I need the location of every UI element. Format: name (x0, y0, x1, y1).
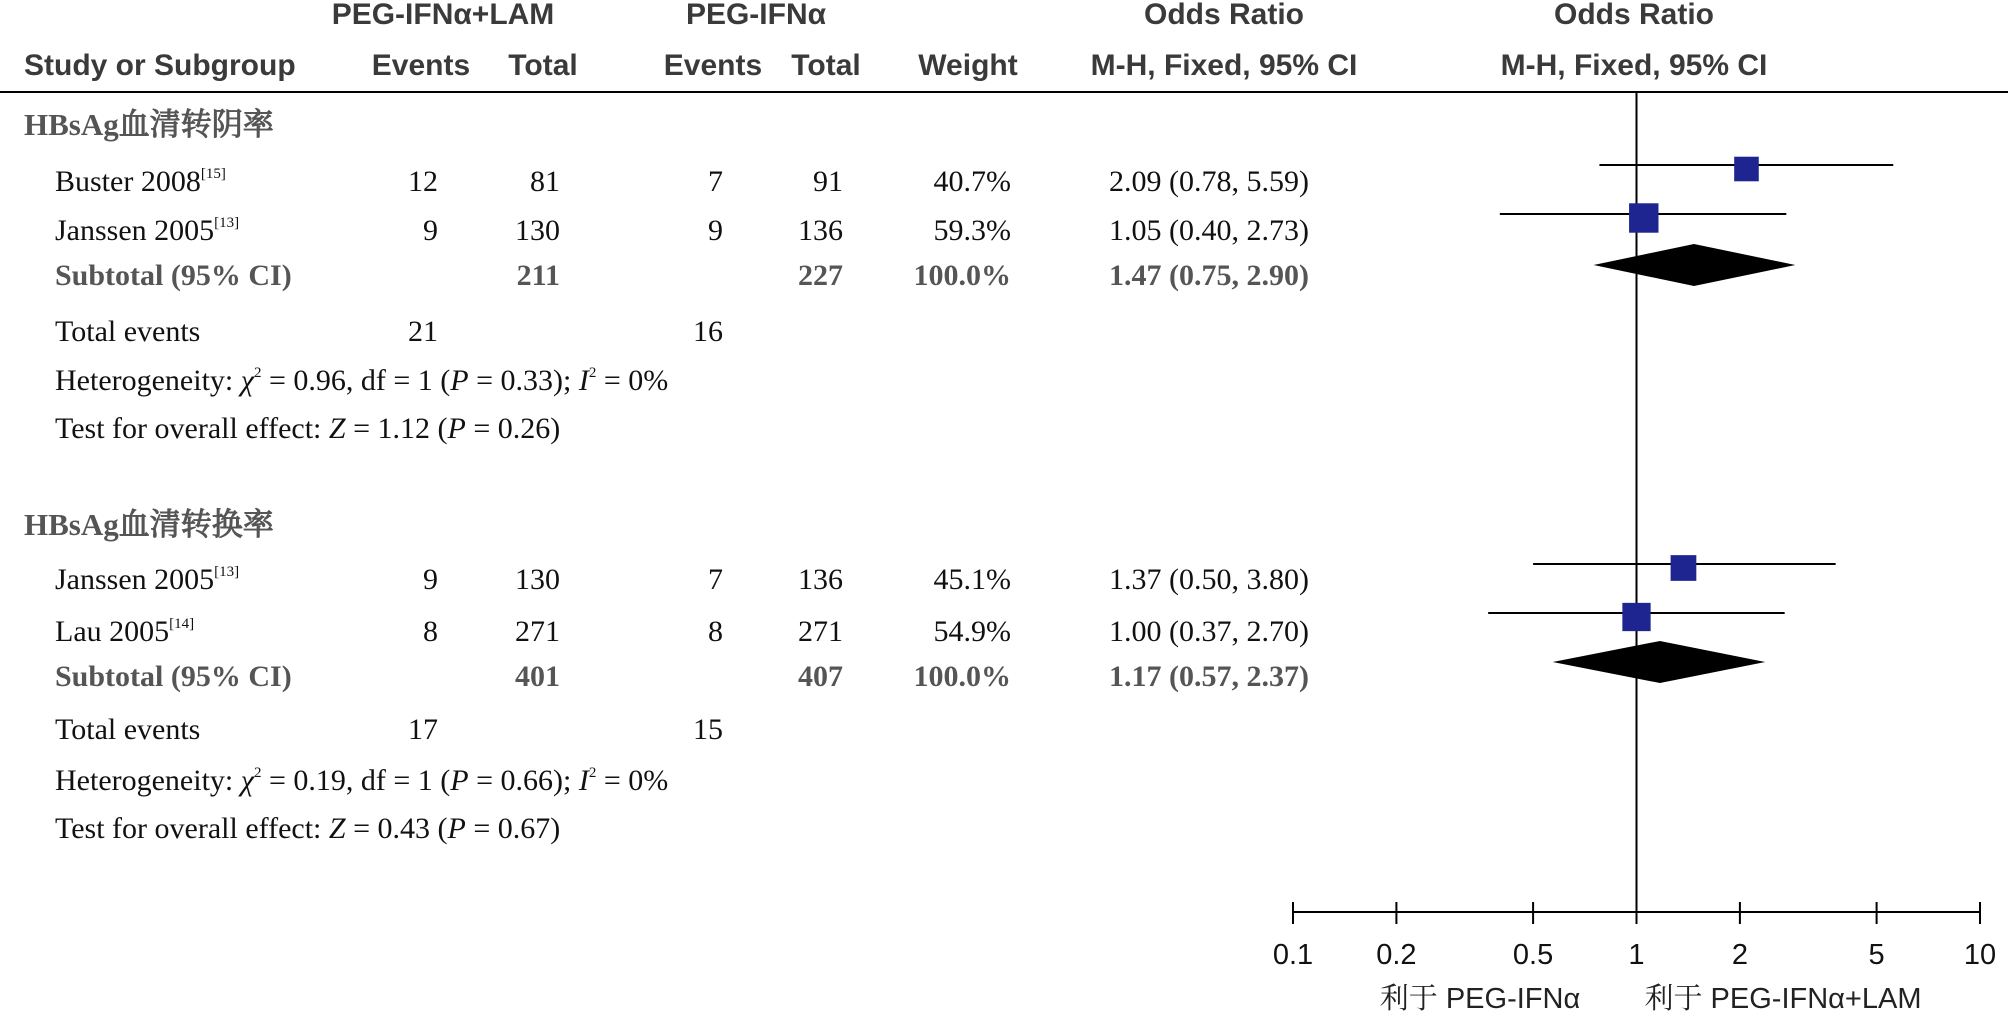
x-axis-tick-label: 0.1 (1272, 939, 1314, 971)
x-axis-tick-label: 2 (1731, 939, 1748, 971)
header-or-plot-title: Odds Ratio (1553, 0, 1715, 31)
header-study: Study or Subgroup (24, 49, 296, 82)
group-title-1: HBsAg血清转阴率 (24, 107, 274, 142)
subtotal-weight: 100.0% (913, 259, 1011, 292)
cell-or: 1.05 (0.40, 2.73) (1109, 214, 1309, 247)
x-axis-tick-label: 5 (1868, 939, 1885, 971)
cell-ctrl-events: 9 (708, 214, 723, 247)
cell-exp-total: 130 (515, 214, 560, 247)
cell-exp-events: 9 (423, 563, 438, 596)
header-ctrl-group: PEG-IFNα (685, 0, 827, 31)
study-marker (1622, 603, 1650, 631)
favours-right-label: 利于 PEG-IFNα+LAM (1644, 983, 1922, 1013)
total-events-ctrl: 15 (693, 713, 723, 746)
cell-ctrl-total: 136 (798, 563, 843, 596)
study-marker (1734, 157, 1759, 182)
study-marker (1671, 555, 1697, 581)
subtotal-label: Subtotal (95% CI) (55, 660, 292, 693)
subtotal-weight: 100.0% (913, 660, 1011, 693)
subtotal-exp-total: 401 (515, 660, 560, 693)
study-marker (1629, 203, 1658, 232)
x-axis-tick-label: 0.2 (1376, 939, 1417, 971)
total-events-label: Total events (55, 713, 201, 746)
header-exp-events: Events (371, 49, 471, 82)
overall-effect-text: Test for overall effect: Z = 0.43 (P = 0.67) (55, 812, 561, 845)
overall-effect-text: Test for overall effect: Z = 1.12 (P = 0.26) (55, 412, 561, 445)
header-ctrl-events: Events (663, 49, 763, 82)
cell-or: 1.37 (0.50, 3.80) (1109, 563, 1309, 596)
x-axis-tick-label: 10 (1963, 939, 1997, 971)
subtotal-or: 1.47 (0.75, 2.90) (1109, 259, 1309, 292)
cell-exp-total: 81 (530, 165, 560, 198)
forest-marks (1488, 157, 1893, 683)
subtotal-diamond (1594, 244, 1796, 286)
cell-exp-events: 12 (408, 165, 438, 198)
x-axis-tick-label: 1 (1628, 939, 1645, 971)
study-name: Janssen 2005[13] (55, 214, 240, 247)
cell-ctrl-total: 136 (798, 214, 843, 247)
subtotal-or: 1.17 (0.57, 2.37) (1109, 660, 1309, 693)
cell-exp-events: 9 (423, 214, 438, 247)
total-events-label: Total events (55, 315, 201, 348)
x-axis-tick-label: 0.5 (1512, 939, 1554, 971)
x-axis (1273, 902, 1996, 971)
subtotal-label: Subtotal (95% CI) (55, 259, 292, 292)
cell-or: 1.00 (0.37, 2.70) (1109, 615, 1309, 648)
subtotal-diamond (1553, 641, 1766, 683)
cell-weight: 40.7% (933, 165, 1011, 198)
header-exp-total: Total (508, 49, 578, 82)
subtotal-ctrl-total: 407 (798, 660, 843, 693)
cell-exp-events: 8 (423, 615, 438, 648)
cell-ctrl-events: 7 (708, 165, 723, 198)
group-title-2: HBsAg血清转换率 (24, 507, 274, 542)
cell-ctrl-events: 7 (708, 563, 723, 596)
header-or-title: Odds Ratio (1143, 0, 1305, 31)
heterogeneity-text: Heterogeneity: $\chi^2 = 0.19$, df = 1 (P = 0.66); $I^2 = 0\%$ (55, 764, 669, 797)
cell-weight: 45.1% (933, 563, 1011, 596)
favours-left-label: 利于 PEG-IFNα (1379, 983, 1581, 1013)
total-events-exp: 21 (408, 315, 438, 348)
cell-ctrl-total: 91 (813, 165, 843, 198)
subtotal-ctrl-total: 227 (798, 259, 843, 292)
header-weight: Weight (918, 49, 1018, 82)
study-name: Lau 2005[14] (55, 615, 195, 648)
cell-weight: 59.3% (933, 214, 1011, 247)
cell-or: 2.09 (0.78, 5.59) (1109, 165, 1309, 198)
header-or-plot-method: M-H, Fixed, 95% CI (1500, 49, 1768, 82)
header-ctrl-total: Total (791, 49, 861, 82)
cell-weight: 54.9% (933, 615, 1011, 648)
cell-exp-total: 271 (515, 615, 560, 648)
header-exp-group: PEG-IFNα+LAM (331, 0, 555, 31)
heterogeneity-text: Heterogeneity: $\chi^2 = 0.96$, df = 1 (P = 0.33); $I^2 = 0\%$ (55, 364, 669, 397)
cell-ctrl-events: 8 (708, 615, 723, 648)
cell-exp-total: 130 (515, 563, 560, 596)
study-name: Janssen 2005[13] (55, 563, 240, 596)
subtotal-exp-total: 211 (516, 259, 560, 292)
cell-ctrl-total: 271 (798, 615, 843, 648)
total-events-exp: 17 (408, 713, 438, 746)
total-events-ctrl: 16 (693, 315, 723, 348)
study-name: Buster 2008[15] (55, 165, 226, 198)
header-or-method: M-H, Fixed, 95% CI (1090, 49, 1358, 82)
